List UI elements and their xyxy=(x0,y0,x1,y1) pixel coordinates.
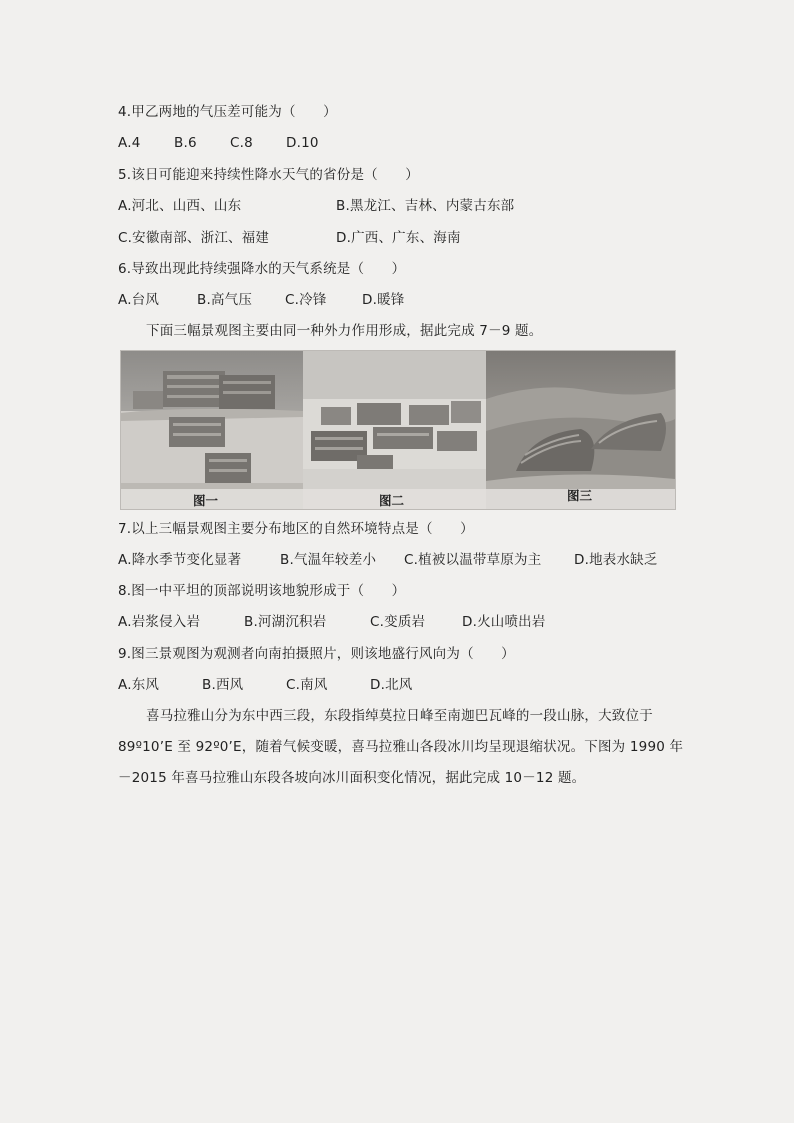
q9-stem: 9.图三景观图为观测者向南拍摄照片，则该地盛行风向为（ ） xyxy=(118,646,515,662)
intro-10-12-line3: －2015 年喜马拉雅山东段各坡向冰川面积变化情况，据此完成 10－12 题。 xyxy=(118,770,586,786)
q6-stem: 6.导致出现此持续强降水的天气系统是（ ） xyxy=(118,261,406,277)
intro-10-12-line2: 89º10’E 至 92º0’E，随着气候变暖，喜马拉雅山各段冰川均呈现退缩状况。下图为 1990 年 xyxy=(118,739,684,755)
q8-options xyxy=(118,613,618,631)
q8-option-b: B.河湖沉积岩 xyxy=(244,614,327,630)
q9-option-b: B.西风 xyxy=(202,677,244,693)
q8-stem: 8.图一中平坦的顶部说明该地貌形成于（ ） xyxy=(118,583,406,599)
q4-stem: 4.甲乙两地的气压差可能为（ ） xyxy=(118,104,337,120)
q5-option-c: C.安徽南部、浙江、福建 xyxy=(118,230,270,246)
q7-option-d: D.地表水缺乏 xyxy=(574,552,658,568)
q5-option-d: D.广西、广东、海南 xyxy=(336,230,461,246)
q6-option-c: C.冷锋 xyxy=(285,292,327,308)
q9-option-c: C.南风 xyxy=(286,677,328,693)
figure-2-photo xyxy=(303,351,486,509)
figure-2-caption: 图二 xyxy=(379,493,405,508)
q8-option-d: D.火山喷出岩 xyxy=(462,614,546,630)
q7-stem: 7.以上三幅景观图主要分布地区的自然环境特点是（ ） xyxy=(118,521,474,537)
figure-1-photo xyxy=(121,351,303,509)
figure-1-caption: 图一 xyxy=(193,493,219,508)
q5-options-row2 xyxy=(118,229,678,247)
q9-option-d: D.北风 xyxy=(370,677,413,693)
q8-option-c: C.变质岩 xyxy=(370,614,426,630)
q7-option-b: B.气温年较差小 xyxy=(280,552,377,568)
intro-7-9: 下面三幅景观图主要由同一种外力作用形成，据此完成 7－9 题。 xyxy=(146,323,543,339)
q4-options xyxy=(118,134,518,152)
q8-option-a: A.岩浆侵入岩 xyxy=(118,614,201,630)
q6-option-d: D.暖锋 xyxy=(362,292,405,308)
q7-option-c: C.植被以温带草原为主 xyxy=(404,552,542,568)
q7-options xyxy=(118,551,688,569)
q5-option-b: B.黑龙江、吉林、内蒙古东部 xyxy=(336,198,515,214)
q9-option-a: A.东风 xyxy=(118,677,160,693)
landscape-figure xyxy=(120,350,676,510)
q4-option-d: D.10 xyxy=(286,135,319,151)
q6-option-a: A.台风 xyxy=(118,292,160,308)
q4-option-a: A.4 xyxy=(118,135,141,151)
intro-10-12-line1: 喜马拉雅山分为东中西三段，东段指绰莫拉日峰至南迦巴瓦峰的一段山脉，大致位于 xyxy=(146,708,653,724)
q4-option-b: B.6 xyxy=(174,135,197,151)
q6-options xyxy=(118,291,518,309)
q4-option-c: C.8 xyxy=(230,135,253,151)
q9-options xyxy=(118,676,518,694)
q7-option-a: A.降水季节变化显著 xyxy=(118,552,242,568)
q5-options-row1 xyxy=(118,197,678,215)
q6-option-b: B.高气压 xyxy=(197,292,253,308)
q5-stem: 5.该日可能迎来持续性降水天气的省份是（ ） xyxy=(118,167,419,183)
q5-option-a: A.河北、山西、山东 xyxy=(118,198,242,214)
figure-3-caption: 图三 xyxy=(567,488,593,503)
